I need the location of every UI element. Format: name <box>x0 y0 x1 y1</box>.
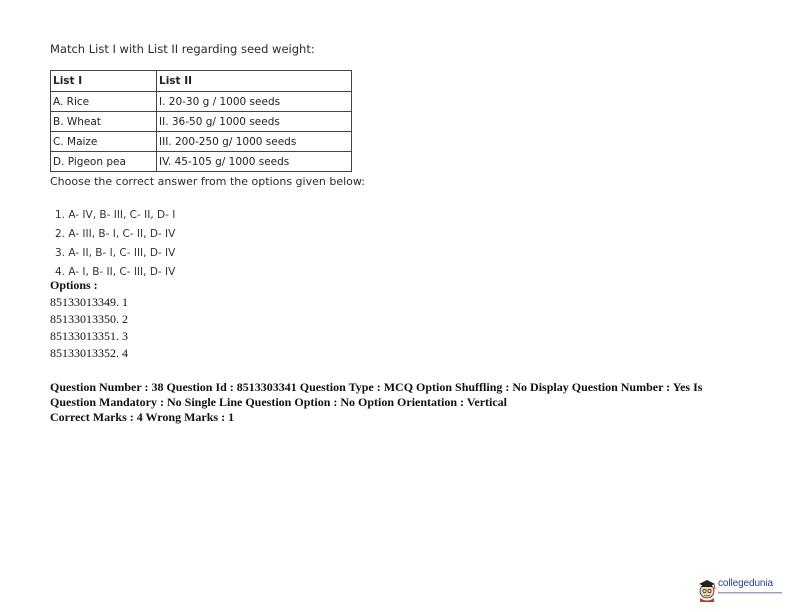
answer-choice: 3. A- II, B- I, C- III, D- IV <box>55 247 176 259</box>
table-cell: A. Rice <box>51 92 157 112</box>
marks-line: Correct Marks : 4 Wrong Marks : 1 <box>50 410 235 424</box>
answer-instruction: Choose the correct answer from the options given below: <box>50 175 365 188</box>
options-heading: Options : <box>50 278 98 292</box>
table-header-row <box>51 71 352 92</box>
table-cell: IV. 45-105 g/ 1000 seeds <box>157 152 352 172</box>
brand-tagline-decoration <box>718 591 784 595</box>
option-id-line: 85133013352. 4 <box>50 346 128 360</box>
table-cell: C. Maize <box>51 132 157 152</box>
table-cell: B. Wheat <box>51 112 157 132</box>
table-row <box>51 152 352 172</box>
options-block <box>50 277 128 362</box>
graduate-mascot-icon <box>696 576 718 602</box>
option-id-line: 85133013349. 1 <box>50 295 128 309</box>
table-row <box>51 112 352 132</box>
option-id-line: 85133013350. 2 <box>50 312 128 326</box>
answer-choice: 2. A- III, B- I, C- II, D- IV <box>55 228 176 240</box>
match-table <box>50 70 352 172</box>
answer-list <box>55 206 175 282</box>
answer-choice: 4. A- I, B- II, C- III, D- IV <box>55 266 176 278</box>
table-row <box>51 132 352 152</box>
table-cell: D. Pigeon pea <box>51 152 157 172</box>
brand-logo <box>696 576 786 604</box>
table-cell: I. 20-30 g / 1000 seeds <box>157 92 352 112</box>
table-cell: II. 36-50 g/ 1000 seeds <box>157 112 352 132</box>
brand-name: collegedunia <box>718 578 773 589</box>
option-id-line: 85133013351. 3 <box>50 329 128 343</box>
answer-choice: 1. A- IV, B- III, C- II, D- I <box>55 209 176 221</box>
question-metadata <box>50 380 750 425</box>
table-header-list-2: List II <box>157 71 352 92</box>
table-header-list-1: List I <box>51 71 157 92</box>
question-prompt: Match List I with List II regarding seed weight: <box>50 42 315 56</box>
question-metadata-line: Question Number : 38 Question Id : 8513303341 Question Type : MCQ Option Shuffling : No Display Question Number : Yes Is Question Mandatory : No Single Line Question Option : No Option Orientation : Vertical <box>50 380 703 409</box>
table-row <box>51 92 352 112</box>
table-cell: III. 200-250 g/ 1000 seeds <box>157 132 352 152</box>
